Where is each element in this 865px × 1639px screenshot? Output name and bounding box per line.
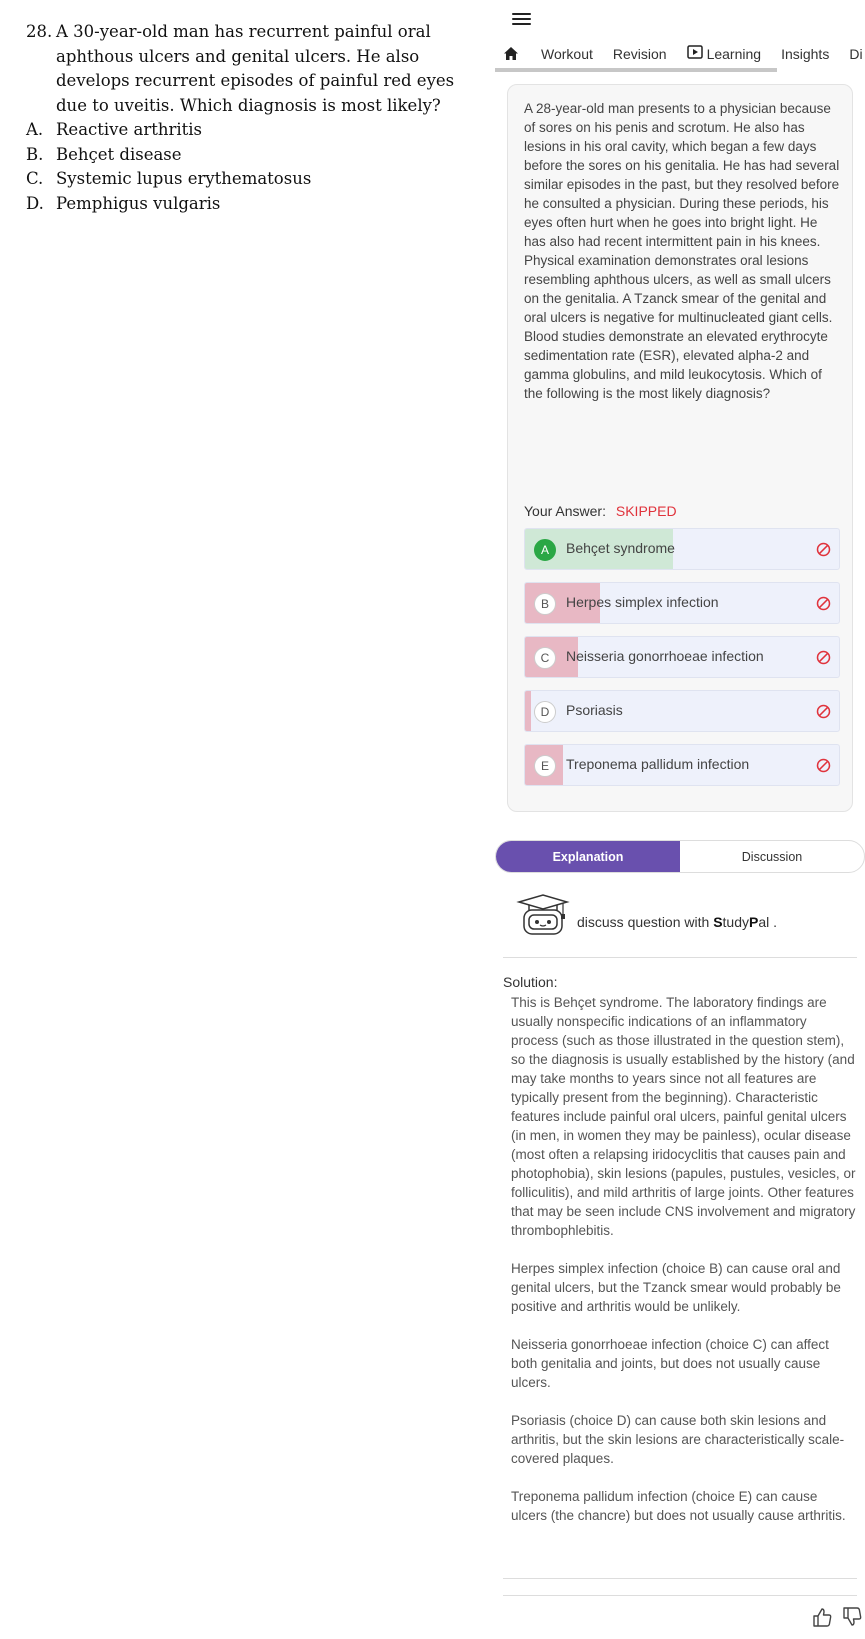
question-row (26, 20, 466, 118)
choice-letter: B (534, 593, 556, 615)
option-text: Behçet disease (56, 144, 182, 164)
nav-item-learning-label: Learning (706, 45, 762, 62)
printed-option (26, 118, 466, 143)
question-card (507, 84, 853, 812)
play-icon (687, 45, 703, 62)
tab-explanation[interactable]: Explanation (496, 841, 680, 872)
ban-icon (816, 650, 831, 665)
solution-paragraph: This is Behçet syndrome. The laboratory findings are usually nonspecific indications of an inflammatory process (such as those illustrated in the question stem), so the diagnosis is usually established by the history (and may take months to years since not all features are typically present from the beginning). Characteristic features include painful oral ulcers, painful genital ulcers (in men, in women they may be painless), ocular disease (most often a relapsing iridocyclitis that causes pain and photophobia), skin lesions (papules, pustules, vesicles, or folliculitis), and mild arthritis of large joints. Other features that may be seen include CNS involvement and migratory thrombophlebitis. (511, 995, 856, 1238)
choice-text: Behçet syndrome (566, 540, 675, 556)
your-answer-status: SKIPPED (615, 503, 677, 519)
hamburger-icon[interactable] (512, 10, 532, 28)
choice-text: Neisseria gonorrhoeae infection (566, 648, 764, 664)
option-letter: C. (26, 169, 44, 188)
answer-choice-d[interactable] (524, 690, 840, 732)
answer-choice-e[interactable] (524, 744, 840, 786)
home-icon[interactable] (503, 46, 519, 61)
nav-item-workout[interactable]: Workout (541, 45, 593, 62)
studypal-link[interactable] (515, 892, 855, 936)
studypal-p: P (749, 914, 759, 930)
choice-letter: E (534, 755, 556, 777)
nav-item-learning[interactable] (687, 45, 762, 62)
your-answer-label: Your Answer: (524, 503, 606, 519)
top-nav (495, 36, 865, 71)
choice-text: Herpes simplex infection (566, 594, 719, 610)
nav-item-insights[interactable]: Insights (781, 45, 830, 62)
option-text: Pemphigus vulgaris (56, 193, 221, 213)
solution-paragraph: Treponema pallidum infection (choice E) can cause ulcers (the chancre) but does not usually cause arthritis. (511, 1489, 846, 1523)
answer-choice-b[interactable] (524, 582, 840, 624)
ban-icon (816, 758, 831, 773)
studypal-s: S (713, 914, 723, 930)
explanation-tabs (495, 840, 865, 873)
solution-paragraph: Herpes simplex infection (choice B) can cause oral and genital ulcers, but the Tzanck smear would probably be positive and arthritis would be unlikely. (511, 1261, 841, 1314)
answer-choice-c[interactable] (524, 636, 840, 678)
solution-title: Solution: (503, 974, 558, 990)
solution-paragraph: Neisseria gonorrhoeae infection (choice C) can affect both genitalia and joints, but does not usually cause ulcers. (511, 1337, 829, 1390)
choice-percent-bar (525, 691, 531, 731)
choice-text: Treponema pallidum infection (566, 756, 750, 772)
studypal-tudy: tudy (722, 914, 749, 930)
printed-question (26, 20, 466, 216)
tab-discussion[interactable]: Discussion (741, 849, 803, 864)
divider (503, 1578, 857, 1579)
choice-letter: A (534, 539, 556, 561)
option-letter: B. (26, 144, 44, 164)
your-answer (524, 503, 677, 519)
nav-item-more[interactable]: Di (849, 45, 863, 62)
robot-graduate-icon (515, 892, 571, 936)
divider (503, 1595, 857, 1596)
ban-icon (816, 596, 831, 611)
ban-icon (816, 704, 831, 719)
thumbs-down-icon[interactable] (841, 1606, 863, 1628)
solution-body (511, 993, 857, 1544)
option-text: Reactive arthritis (56, 120, 203, 139)
nav-item-revision[interactable]: Revision (612, 45, 667, 62)
option-text: Systemic lupus erythematosus (56, 169, 312, 188)
choice-letter: D (534, 701, 556, 723)
studypal-prefix: discuss question with (577, 914, 714, 930)
studypal-al: al . (758, 914, 778, 930)
question-text: A 30-year-old man has recurrent painful oral aphthous ulcers and genital ulcers. He also develops recurrent episodes of painful red eyes due to uveitis. Which diagnosis is most likely? (56, 22, 455, 115)
printed-option (26, 192, 466, 217)
question-number: 28. (26, 22, 53, 41)
choice-letter: C (534, 647, 556, 669)
app-panel (495, 0, 865, 1639)
feedback-buttons (811, 1606, 865, 1628)
choice-text: Psoriasis (566, 702, 623, 718)
ban-icon (816, 542, 831, 557)
divider (503, 957, 857, 958)
thumbs-up-icon[interactable] (811, 1606, 833, 1628)
option-letter: A. (26, 120, 44, 139)
question-stem: A 28-year-old man presents to a physician because of sores on his penis and scrotum. He also has lesions in his oral cavity, which began a few days before the sores on his genitalia. He has had several similar episodes in the past, but they resolved before he consulted a physician. During these periods, his eyes often hurt when he goes into bright light. He has also had recent intermittent pain in his knees. Physical examination demonstrates oral lesions resembling aphthous ulcers, as well as small ulcers on the genitalia. A Tzanck smear of the genital and oral ulcers is negative for multinucleated giant cells. Blood studies demonstrate an elevated erythrocyte sedimentation rate (ESR), elevated alpha-2 and gamma globulins, and mild leukocytosis. Which of the following is the most likely diagnosis? (524, 101, 840, 401)
studypal-text (577, 914, 777, 930)
solution-paragraph: Psoriasis (choice D) can cause both skin lesions and arthritis, but the skin lesions are characteristically scale-covered plaques. (511, 1413, 845, 1466)
printed-option (26, 167, 466, 192)
printed-option (26, 143, 466, 168)
nav-scroll-indicator (495, 68, 777, 72)
option-letter: D. (26, 193, 44, 213)
answer-choice-a[interactable] (524, 528, 840, 570)
